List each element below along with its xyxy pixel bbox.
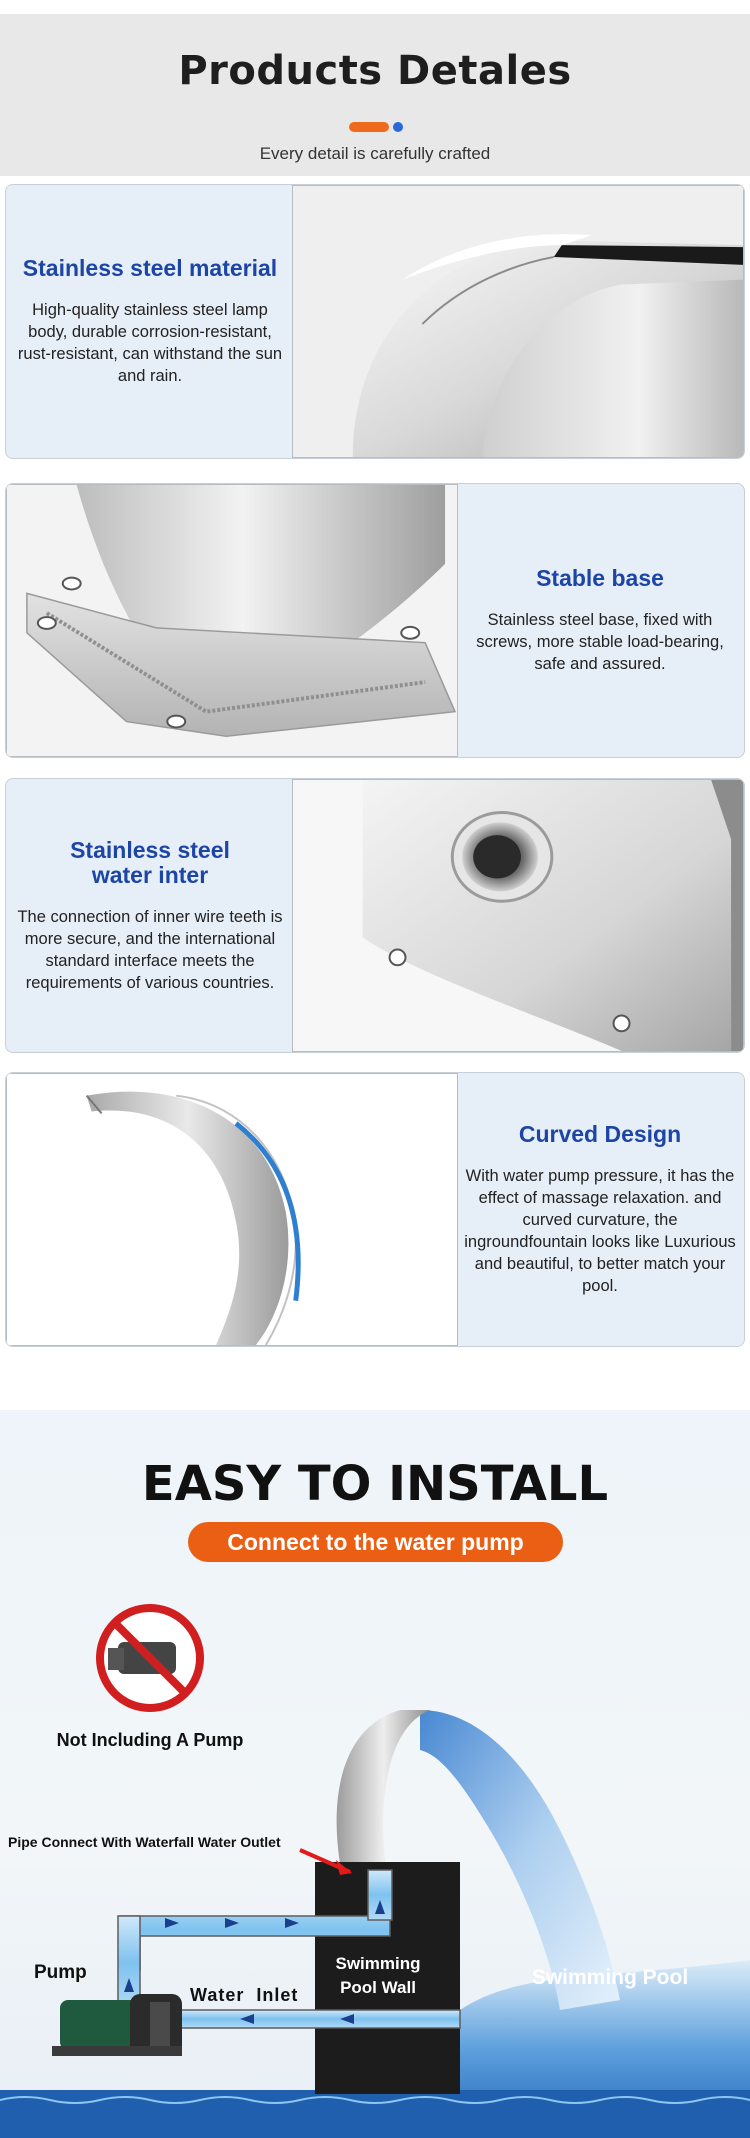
- feature-description: Stainless steel base, fixed with screws, more stable load-bearing, safe and assured.: [476, 611, 724, 673]
- section-header: [0, 14, 750, 176]
- feature-text: [456, 1073, 744, 1346]
- curved-spout-illustration: [7, 1074, 457, 1345]
- no-pump-icon: [100, 1608, 200, 1708]
- pump-label: Pump: [34, 1962, 87, 1983]
- pipe-label: Pipe Connect With Waterfall Water Outlet: [8, 1834, 281, 1850]
- pool-wall-label-line1: Swimming: [335, 1954, 421, 1973]
- feature-description: With water pump pressure, it has the effect of massage relaxation. and curved curvature, the ingroundfountain looks like Luxurious and beautiful, to better match your pool.: [464, 1167, 736, 1295]
- feature-description: The connection of inner wire teeth is more secure, and the international standard interface meets the requirements of various countries.: [17, 907, 283, 992]
- feature-title: Stainless steel material: [22, 255, 278, 281]
- no-pump-label: Not Including A Pump: [56, 1730, 244, 1750]
- feature-title: Stable base: [536, 565, 664, 591]
- accent-dot: [393, 122, 403, 132]
- water-inlet-label: Water Inlet: [190, 1985, 299, 2005]
- feature-card-water-inlet: [5, 778, 745, 1053]
- swimming-pool-label: Swimming Pool: [531, 1966, 689, 1989]
- page-subtitle: Every detail is carefully crafted: [259, 144, 491, 163]
- page-title: Products Detales: [178, 48, 572, 94]
- feature-photo-steel-edge: [292, 185, 744, 458]
- title-accent-divider: [349, 122, 389, 132]
- steel-edge-illustration: [293, 186, 743, 457]
- pump-illustration: [52, 1994, 182, 2056]
- feature-title: Curved Design: [518, 1121, 682, 1147]
- feature-photo-curved-spout: [6, 1073, 458, 1346]
- feature-photo-base-plate: [6, 484, 458, 757]
- install-title: EASY TO INSTALL: [141, 1456, 609, 1512]
- base-plate-illustration: [7, 485, 457, 756]
- install-diagram: [0, 1410, 750, 2138]
- feature-text: [6, 185, 294, 458]
- pool-wall-label-line2: Pool Wall: [340, 1978, 416, 1997]
- section-install: [0, 1410, 750, 2138]
- feature-card-base: [5, 483, 745, 758]
- feature-card-material: [5, 184, 745, 459]
- pool-wall-label: [318, 1952, 438, 2000]
- feature-photo-water-inlet: [292, 779, 744, 1052]
- feature-description: High-quality stainless steel lamp body, durable corrosion-resistant, rust-resistant, can withstand the sun and rain.: [17, 301, 283, 385]
- feature-text: [456, 484, 744, 757]
- water-inlet-illustration: [293, 780, 743, 1051]
- install-subtitle-pill: Connect to the water pump: [188, 1522, 563, 1562]
- feature-card-curved: [5, 1072, 745, 1347]
- feature-title: Stainless steel water inter: [70, 836, 230, 888]
- feature-text: [6, 779, 294, 1052]
- accent-bar: [349, 122, 389, 132]
